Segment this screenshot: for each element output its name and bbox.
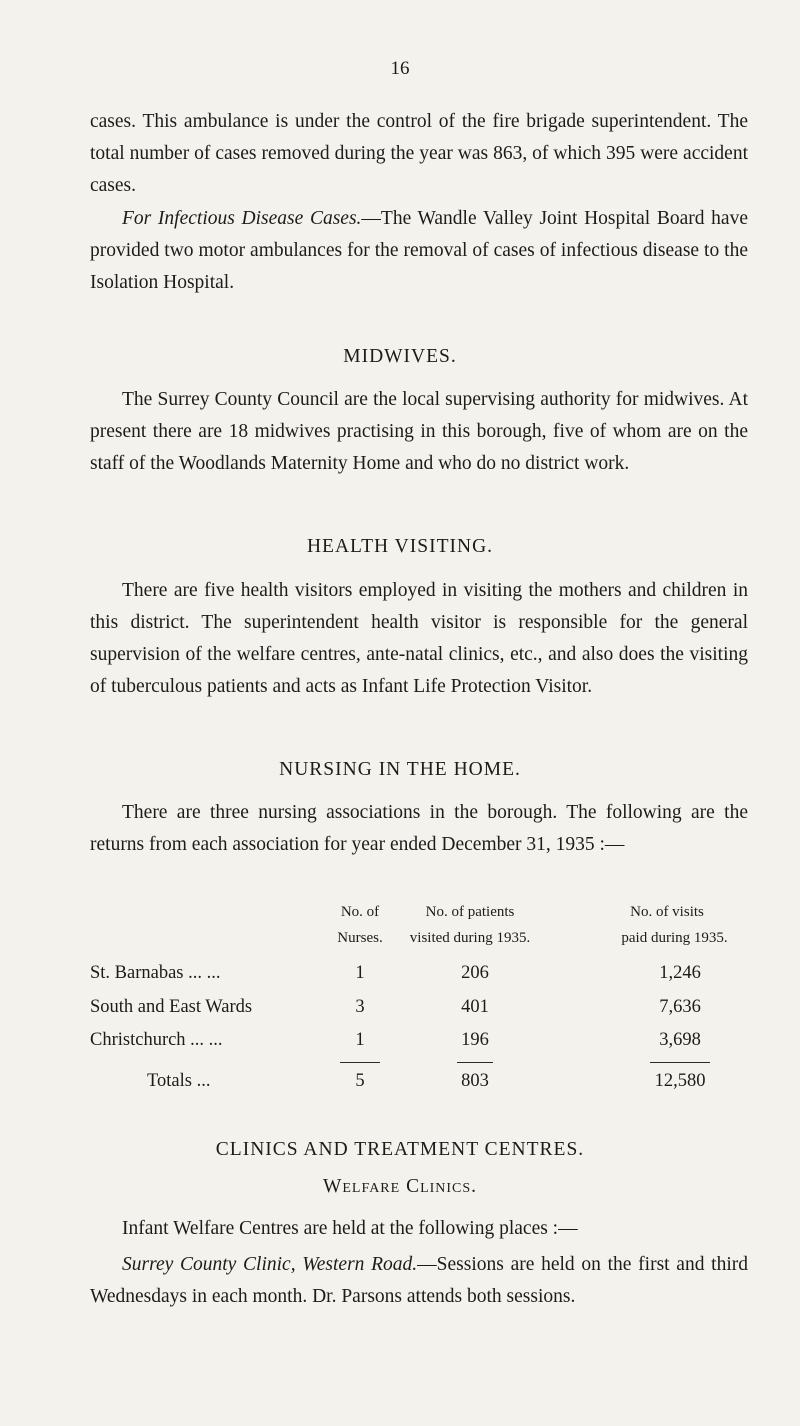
col-header-visits-1: No. of visits [630,904,704,920]
totals-label: Totals ... [147,1071,211,1091]
paragraph-health-visiting: There are five health visitors employed in visiting the mothers and children in this district. The superintendent health visitor is responsible for the general supervision of the welfare centres, ante-natal clinics, etc., and also does the visiting of tuberculous patients and acts as Infant Life Protection Visitor. [90,580,748,697]
col-header-nurses-1: No. of [340,904,380,920]
cell-patients: 196 [461,1030,489,1050]
cell-nurses: 3 [355,997,365,1017]
page-number: 16 [390,58,410,79]
cell-patients: 206 [461,963,489,983]
row-label: South and East Wards [90,997,253,1017]
surrey-clinic-lead: Surrey County Clinic, Western Road. [122,1254,418,1275]
col-header-patients-2: visited during 1935. [409,930,531,946]
row-label: Christchurch ... ... [90,1030,223,1050]
col-header-patients-1: No. of patients [425,904,515,920]
paragraph-nursing: There are three nursing associations in the borough. The following are the returns from each association for year ended December 31, 1935 :— [90,802,748,855]
total-rule-patients [457,1062,493,1063]
heading-health-visiting: HEALTH VISITING. [306,536,494,557]
cell-nurses: 1 [355,963,365,983]
col-header-visits-2: paid during 1935. [621,930,728,946]
total-visits: 12,580 [654,1071,706,1091]
paragraph-infectious [90,203,748,299]
total-patients: 803 [461,1071,489,1091]
heading-welfare-clinics: Welfare Clinics. [322,1176,478,1197]
infectious-body: —The Wandle Valley Joint Hospital Board have provided two motor ambulances for the removal of cases of infectious disease to the Isolation Hospital. [90,208,748,293]
heading-clinics: CLINICS AND TREATMENT CENTRES. [215,1139,585,1160]
cell-patients: 401 [461,997,489,1017]
total-rule-nurses [340,1062,380,1063]
surrey-clinic-body: —Sessions are held on the first and third Wednesdays in each month. Dr. Parsons attends both sessions. [90,1254,749,1307]
paragraph-infant-welfare: Infant Welfare Centres are held at the following places :— [122,1218,578,1239]
col-header-nurses-2: Nurses. [337,930,383,946]
row-label: St. Barnabas ... ... [90,963,221,983]
paragraph-surrey-clinic [90,1249,748,1313]
infectious-lead: For Infectious Disease Cases. [122,208,362,229]
heading-nursing: NURSING IN THE HOME. [279,759,521,780]
cell-visits: 7,636 [659,997,701,1017]
cell-nurses: 1 [355,1030,365,1050]
paragraph-ambulance: cases. This ambulance is under the control of the fire brigade superintendent. The total number of cases removed during the year was 863, of which 395 were accident cases. [90,111,748,196]
total-rule-visits [650,1062,710,1063]
paragraph-midwives: The Surrey County Council are the local supervising authority for midwives. At present there are 18 midwives practising in this borough, five of whom are on the staff of the Woodlands Maternity Home and who do no district work. [90,389,748,474]
heading-midwives: MIDWIVES. [343,346,457,367]
total-nurses: 5 [355,1071,365,1091]
cell-visits: 3,698 [659,1030,701,1050]
cell-visits: 1,246 [659,963,701,983]
